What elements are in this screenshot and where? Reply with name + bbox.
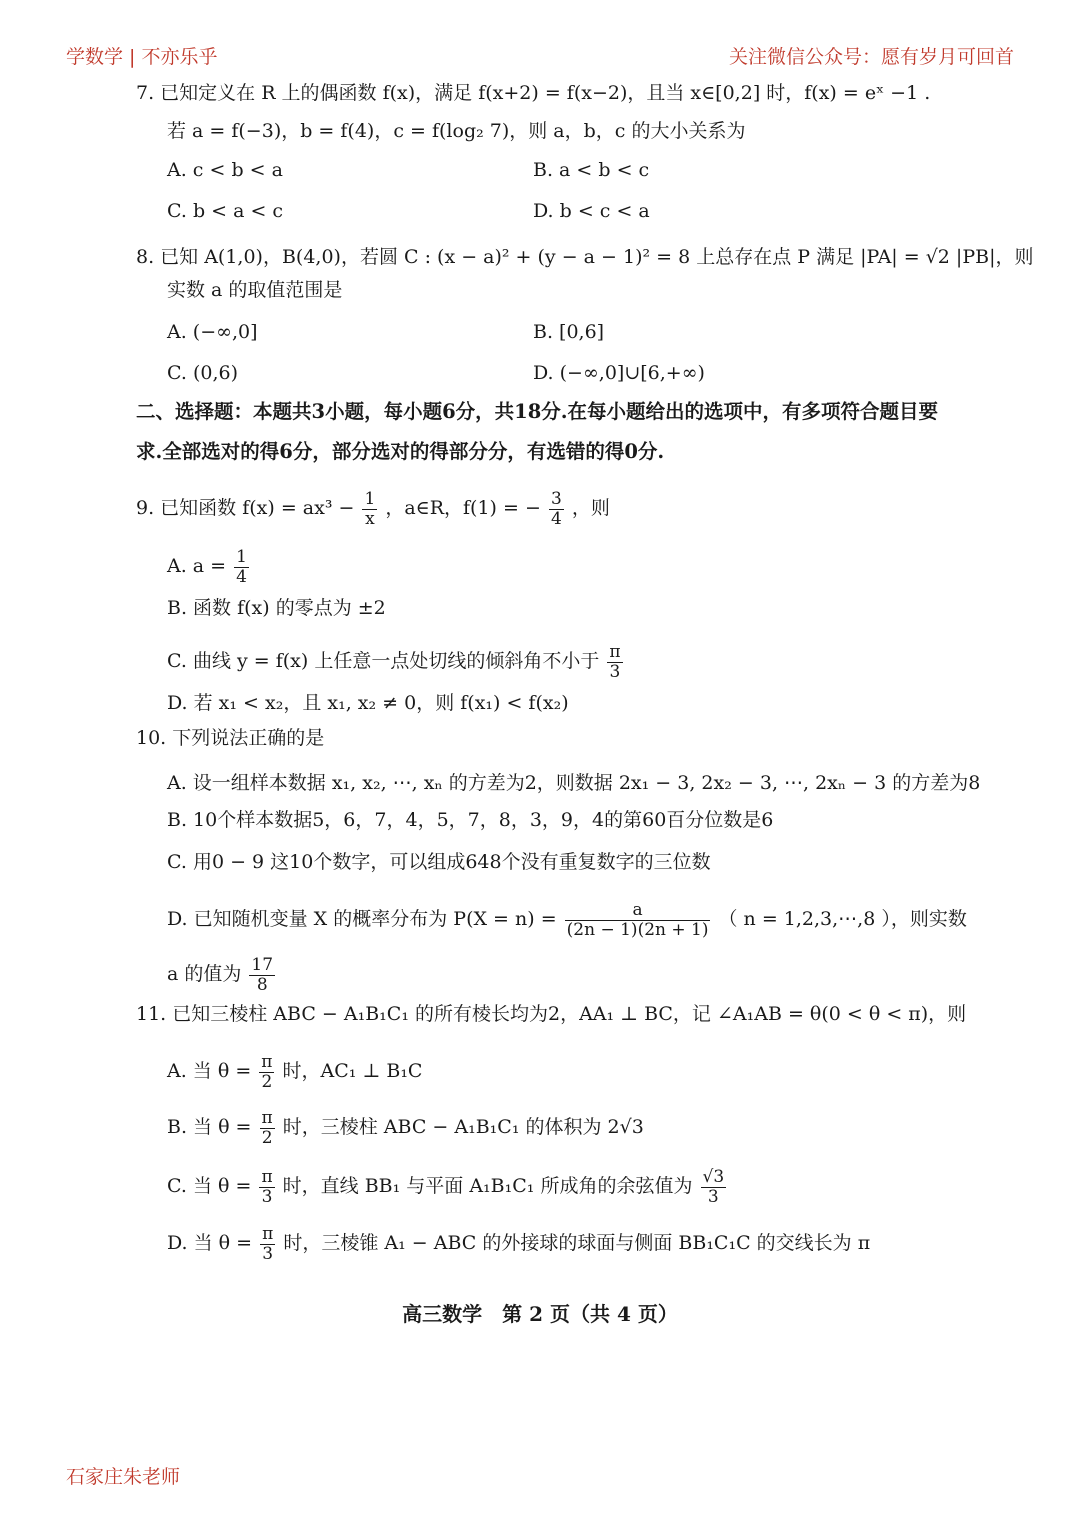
watermark-right: 关注微信公众号：愿有岁月可回首	[728, 46, 1014, 68]
frac-denominator: 3	[609, 661, 621, 682]
q9-option-a-frac	[234, 548, 249, 586]
q11-option-d-text2: 时，三棱锥 A₁ − ABC 的外接球的球面与侧面 BB₁C₁C 的交线长为 π	[283, 1232, 871, 1255]
q9-option-d: D. 若 x₁ < x₂，且 x₁, x₂ ≠ 0，则 f(x₁) < f(x₂)	[167, 692, 569, 714]
q9-stem	[136, 490, 610, 528]
frac-denominator: 3	[261, 1186, 273, 1207]
q11-option-b-text: B. 当 θ =	[167, 1116, 252, 1139]
frac-denominator: 4	[550, 508, 562, 529]
q11-option-b-frac	[260, 1109, 275, 1147]
frac-numerator: π	[261, 1108, 273, 1128]
q8-option-d: D. (−∞,0]∪[6,+∞)	[533, 362, 705, 384]
q10-option-d-frac	[565, 901, 711, 939]
q11-option-c	[167, 1168, 728, 1206]
q11-option-a-text: A. 当 θ =	[167, 1060, 252, 1083]
q11-option-d-frac	[260, 1225, 275, 1263]
q11-option-c-frac	[259, 1168, 274, 1206]
frac-numerator: π	[261, 1052, 273, 1072]
q9-option-a-text: A. a =	[167, 555, 227, 578]
q9-stem-part3: ，则	[571, 497, 610, 520]
q11-option-b	[167, 1109, 644, 1147]
watermark-left: 学数学 | 不亦乐乎	[66, 46, 218, 68]
q10-option-d-line2-frac	[249, 956, 275, 994]
q8-option-a: A. (−∞,0]	[167, 321, 258, 343]
q9-frac-3-over-4	[549, 490, 564, 528]
page-footer: 高三数学 第 2 页（共 4 页）	[402, 1302, 678, 1326]
q11-option-b-text2: 时，三棱柱 ABC − A₁B₁C₁ 的体积为 2√3	[282, 1116, 644, 1139]
frac-denominator: 3	[262, 1243, 274, 1264]
frac-numerator: π	[609, 642, 621, 662]
q9-frac-1-over-x	[362, 490, 377, 528]
q8-option-b: B. [0,6]	[533, 321, 605, 343]
q10-option-b: B. 10个样本数据5，6，7，4，5，7，8，3，9，4的第60百分位数是6	[167, 809, 774, 831]
frac-numerator: 1	[364, 489, 376, 509]
q11-option-c-text: C. 当 θ =	[167, 1175, 252, 1198]
q11-option-c-text2: 时，直线 BB₁ 与平面 A₁B₁C₁ 所成角的余弦值为	[282, 1175, 693, 1198]
q11-option-d-text: D. 当 θ =	[167, 1232, 253, 1255]
section2-intro-line1: 二、选择题：本题共3小题，每小题6分，共18分.在每小题给出的选项中，有多项符合题目要	[136, 400, 939, 423]
q10-option-a: A. 设一组样本数据 x₁, x₂, ⋯, xₙ 的方差为2，则数据 2x₁ − 3, 2x₂ − 3, ⋯, 2xₙ − 3 的方差为8	[167, 772, 981, 794]
q11-option-c-value-frac	[701, 1168, 727, 1206]
q10-option-d-line2-text: a 的值为	[167, 963, 242, 986]
q9-stem-part2: ，a∈R，f(1) = −	[385, 497, 541, 520]
q7-stem-line2: 若 a = f(−3)，b = f(4)，c = f(log₂ 7)，则 a，b，c 的大小关系为	[167, 120, 746, 142]
q8-stem-line2: 实数 a 的取值范围是	[167, 279, 343, 301]
q7-option-d: D. b < c < a	[533, 200, 650, 222]
frac-denominator: (2n − 1)(2n + 1)	[566, 919, 709, 940]
q7-option-a: A. c < b < a	[167, 159, 283, 181]
frac-numerator: a	[565, 901, 711, 921]
q9-option-c	[167, 643, 625, 681]
frac-denominator: x	[365, 508, 375, 529]
q11-option-a-text2: 时，AC₁ ⊥ B₁C	[282, 1060, 423, 1083]
q10-option-d-text2: （ n = 1,2,3,⋯,8 ），则实数	[718, 908, 967, 931]
q10-option-c: C. 用0 − 9 这10个数字，可以组成648个没有重复数字的三位数	[167, 851, 711, 873]
q11-option-d	[167, 1225, 870, 1263]
q7-option-c: C. b < a < c	[167, 200, 284, 222]
q9-option-a	[167, 548, 251, 586]
frac-numerator: 3	[550, 489, 562, 509]
section2-intro-line2: 求.全部选对的得6分，部分选对的得部分分，有选错的得0分.	[136, 440, 665, 463]
frac-denominator: 3	[707, 1186, 719, 1207]
frac-denominator: 2	[261, 1127, 273, 1148]
q9-option-b: B. 函数 f(x) 的零点为 ±2	[167, 597, 386, 619]
q11-stem: 11. 已知三棱柱 ABC − A₁B₁C₁ 的所有棱长均为2，AA₁ ⊥ BC，记 ∠A₁AB = θ(0 < θ < π)，则	[136, 1003, 967, 1025]
q7-option-b: B. a < b < c	[533, 159, 650, 181]
q10-option-d	[167, 901, 967, 939]
frac-numerator: π	[261, 1167, 273, 1187]
frac-numerator: 1	[236, 547, 247, 567]
frac-numerator: 17	[251, 955, 274, 975]
q10-stem: 10. 下列说法正确的是	[136, 727, 325, 749]
q11-option-a	[167, 1053, 422, 1091]
watermark-bottom: 石家庄朱老师	[66, 1466, 181, 1488]
frac-denominator: 4	[236, 566, 247, 587]
q9-option-c-frac	[607, 643, 622, 681]
frac-denominator: 8	[256, 974, 268, 995]
q9-stem-part1: 9. 已知函数 f(x) = ax³ −	[136, 497, 355, 520]
q7-stem-line1: 7. 已知定义在 R 上的偶函数 f(x)，满足 f(x+2) = f(x−2)，且当 x∈[0,2] 时，f(x) = eˣ −1 .	[136, 82, 931, 104]
q11-option-a-frac	[259, 1053, 274, 1091]
q10-option-d-line2	[167, 956, 277, 994]
frac-denominator: 2	[261, 1071, 273, 1092]
frac-numerator: π	[262, 1224, 274, 1244]
q8-stem-line1: 8. 已知 A(1,0)，B(4,0)，若圆 C : (x − a)² + (y − a − 1)² = 8 上总存在点 P 满足 |PA| = √2 |PB|，则	[136, 246, 1034, 268]
q10-option-d-text: D. 已知随机变量 X 的概率分布为 P(X = n) =	[167, 908, 557, 931]
q9-option-c-text: C. 曲线 y = f(x) 上任意一点处切线的倾斜角不小于	[167, 650, 600, 673]
q8-option-c: C. (0,6)	[167, 362, 238, 384]
frac-numerator: √3	[702, 1167, 725, 1187]
